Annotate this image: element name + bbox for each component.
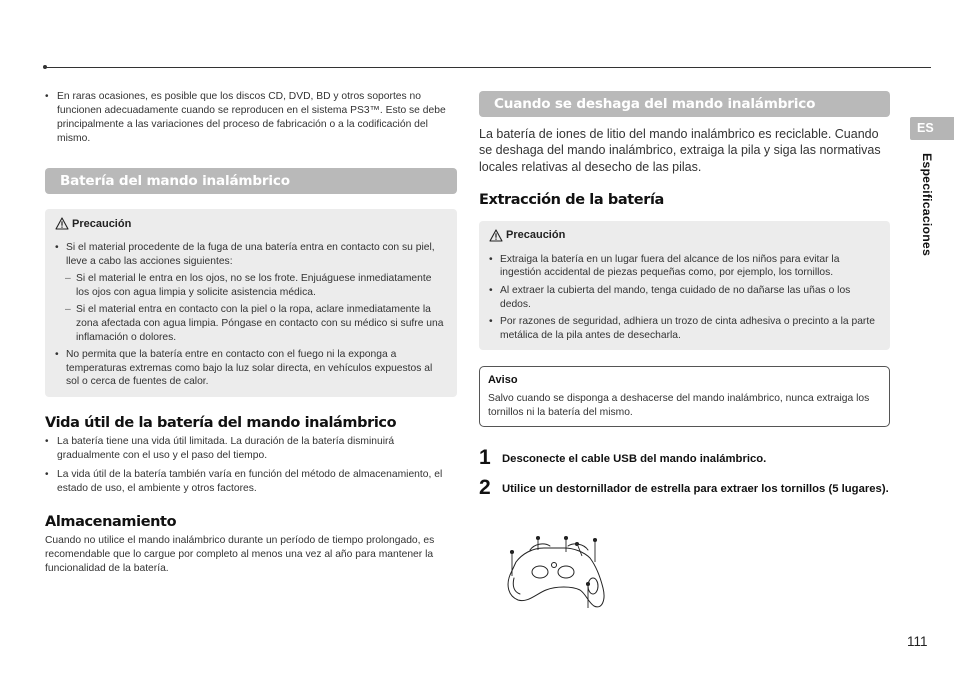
caution-subitem: – Si el material le entra en los ojos, no se los frote. Enjuáguese inmediatamente los ojos con agua limpia y solicite asistencia médica. [55,272,447,299]
caution-item: • Si el material procedente de la fuga de una batería entra en contacto con su piel, lleve a cabo las acciones siguientes: [55,241,447,268]
storage-heading: Almacenamiento [45,513,177,530]
storage-text: Cuando no utilice el mando inalámbrico durante un período de tiempo prolongado, es recomendable que lo cargue por completo al menos una vez al año para mantener la funcionalidad de la batería. [45,534,435,574]
battery-caution-box [45,209,457,397]
header-rule-dot [43,65,47,69]
caution-item: • Por razones de seguridad, adhiera un trozo de cinta adhesiva o precinto a la parte metálica de la pila antes de desecharla. [489,315,880,342]
section-side-label-text: Especificaciones [920,153,934,256]
right-column [479,91,890,498]
caution-heading [55,217,447,230]
step-1 [479,448,890,468]
battery-life-heading: Vida útil de la batería del mando inalámbrico [45,414,397,431]
step-number: 2 [479,476,491,500]
warning-triangle-icon [489,229,503,242]
disposal-section-bar: Cuando se deshaga del mando inalámbrico [479,91,890,117]
notice-box [479,366,890,427]
section-side-label [918,153,936,273]
step-text: Utilice un destornillador de estrella para extraer los tornillos (5 lugares). [502,483,889,496]
caution-heading [489,229,880,242]
extraction-heading: Extracción de la batería [479,191,664,208]
warning-triangle-icon [55,217,69,230]
controller-screws-illustration [500,530,610,615]
caution-item: • Al extraer la cubierta del mando, tenga cuidado de no dañarse las uñas o los dedos. [489,284,880,311]
left-column [45,90,457,576]
caution-title: Precaución [506,229,566,242]
notice-title: Aviso [488,374,518,387]
caution-item: • No permita que la batería entre en contacto con el fuego ni la exponga a temperaturas extremas como bajo la luz solar directa, en vehículos expuestos al sol o cerca de fuentes de calor. [55,348,447,389]
notice-text: Salvo cuando se disponga a deshacerse del mando inalámbrico, nunca extraiga los tornillos ni la batería del mismo. [488,393,870,419]
step-number: 1 [479,446,491,470]
life-bullet: • La vida útil de la batería también varía en función del método de almacenamiento, el estado de uso, el ambiente y otros factores. [45,468,457,496]
battery-section-bar: Batería del mando inalámbrico [45,168,457,194]
step-2 [479,478,890,498]
extraction-caution-box [479,221,890,351]
language-tab: ES [910,117,954,140]
caution-title: Precaución [72,217,132,230]
life-bullet: • La batería tiene una vida útil limitada. La duración de la batería disminuirá gradualmente con el uso y el paso del tiempo. [45,435,457,463]
caution-item: • Extraiga la batería en un lugar fuera del alcance de los niños para evitar la ingestión accidental de piezas pequeñas como, por ejemplo, los tornillos. [489,253,880,280]
step-text: Desconecte el cable USB del mando inalámbrico. [502,453,767,466]
caution-subitem: – Si el material entra en contacto con la piel o la ropa, aclare inmediatamente la zona afectada con agua limpia. Póngase en contacto con su médico si sufre una inflamación o dolores. [55,303,447,344]
disposal-text: La batería de iones de litio del mando inalámbrico es reciclable. Cuando se deshaga del mando inalámbrico, extraiga la pila y siga las normativas locales relativas al desecho de las pilas. [479,127,881,174]
header-rule [44,67,931,68]
intro-bullet: • En raras ocasiones, es posible que los discos CD, DVD, BD y otros soportes no funcionen adecuadamente cuando se reproducen en el sistema PS3™. Esto se debe principalmente a las variaciones del proceso de fabricación o a la codificación del mismo. [45,90,457,146]
page-number: 111 [907,634,928,649]
